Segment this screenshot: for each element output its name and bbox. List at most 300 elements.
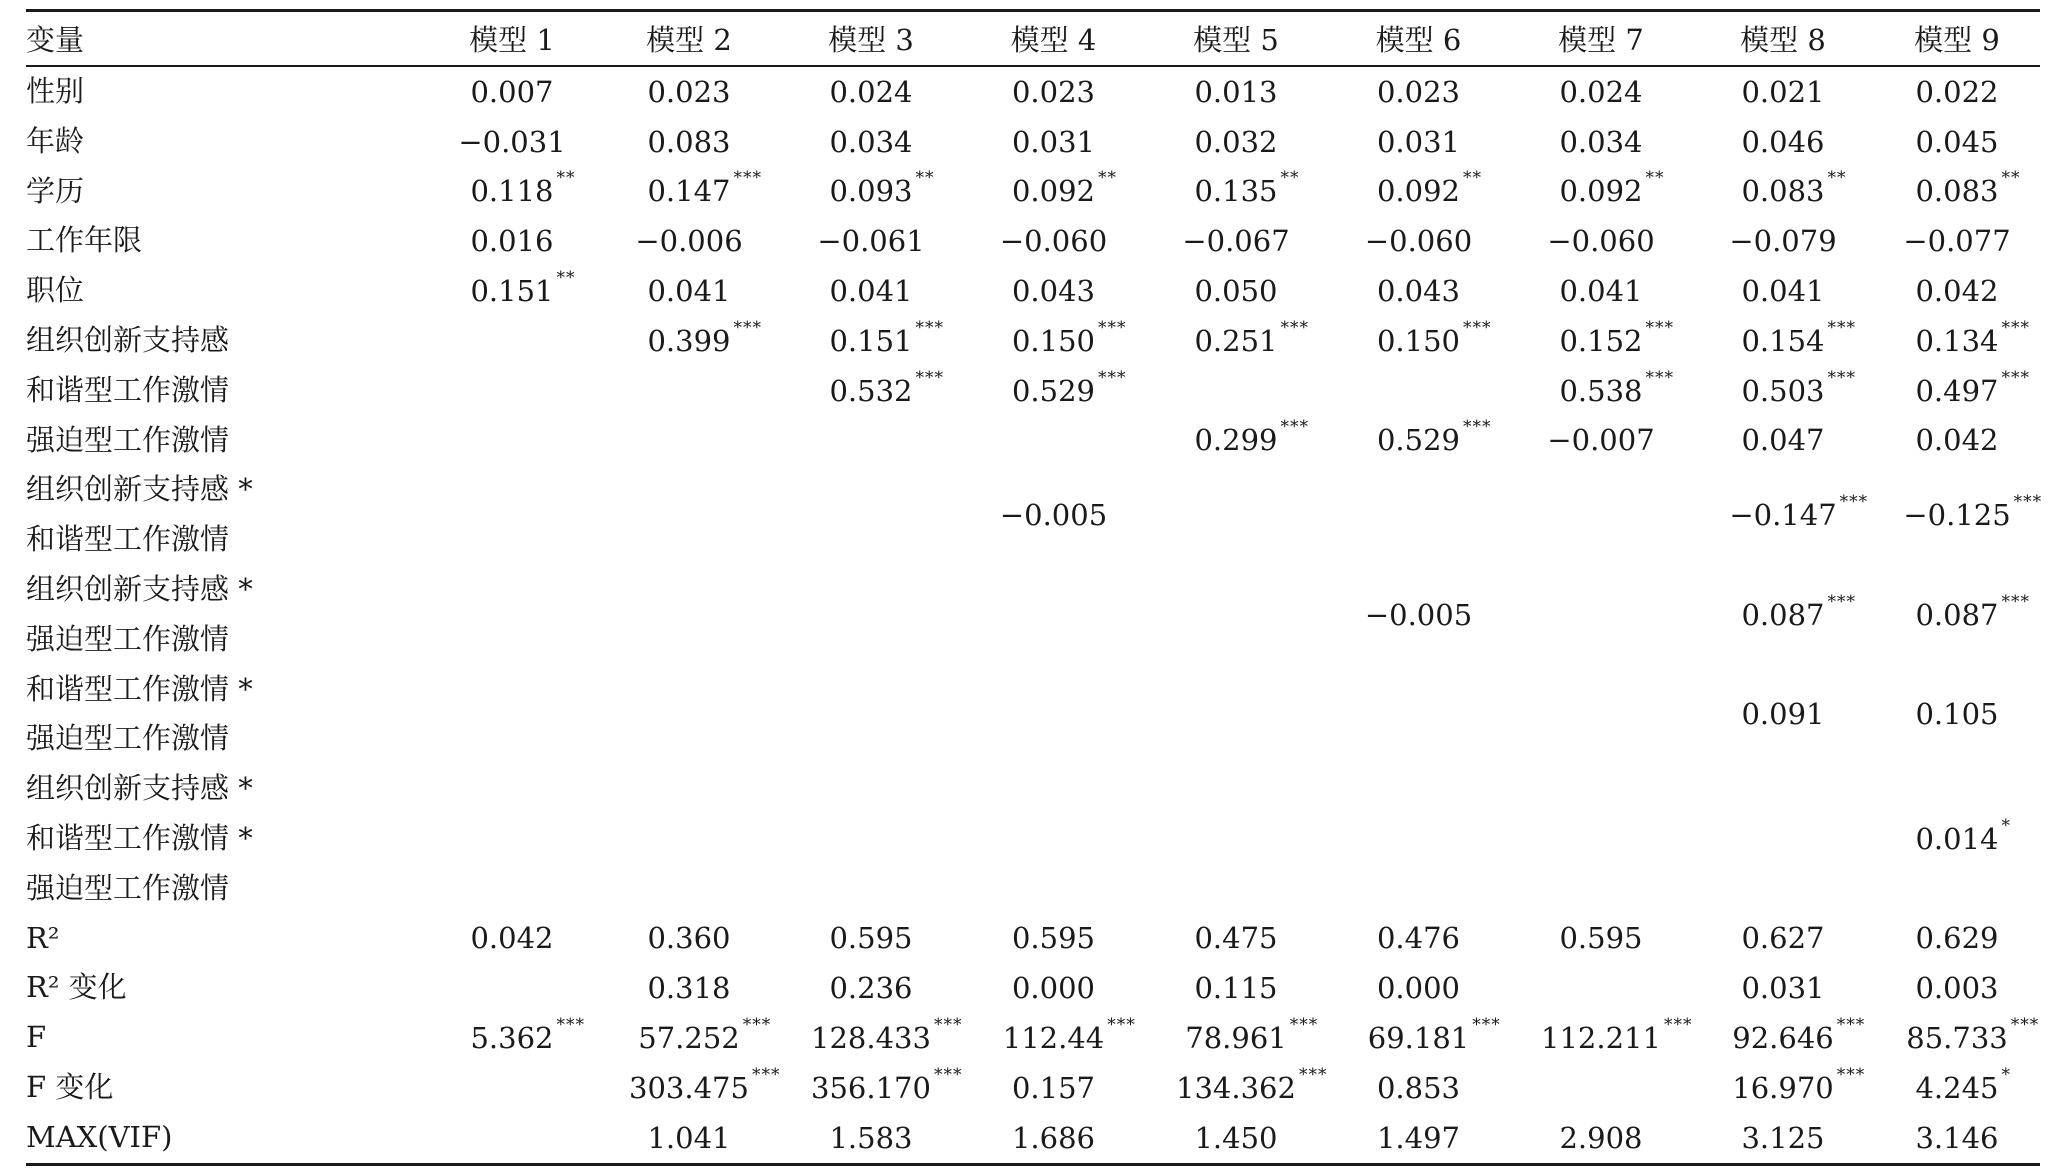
coefficient-value-group [1741, 317, 1857, 358]
coefficient-value: 0.041 [829, 274, 913, 309]
significance-stars: *** [915, 367, 945, 388]
variable-label-line: 组织创新支持感 * [26, 571, 253, 606]
coefficient-cell [1327, 1013, 1510, 1063]
coefficient-value-group [638, 1015, 772, 1056]
model-column-header: 模型 8 [1740, 23, 1826, 57]
significance-stars: *** [1827, 367, 1857, 388]
coefficient-value-group [1559, 274, 1642, 308]
coefficient-value: 0.853 [1376, 1070, 1461, 1105]
coefficient-value-group [458, 125, 565, 159]
coefficient-value-group [829, 274, 912, 308]
coefficient-cell [426, 416, 598, 466]
coefficient-value-group [811, 1064, 963, 1105]
coefficient-cell [598, 665, 780, 765]
coefficient-cell [1145, 565, 1327, 665]
coefficient-value-group [829, 367, 945, 408]
coefficient-cell [598, 1113, 780, 1164]
coefficient-cell [1145, 216, 1327, 266]
coefficient-cell [1510, 1063, 1692, 1113]
coefficient-cell [1692, 963, 1874, 1013]
coefficient-value: 0.147 [647, 174, 731, 209]
coefficient-value: 0.093 [829, 174, 913, 209]
coefficient-value: 0.041 [647, 274, 731, 309]
coefficient-value-group [1376, 417, 1492, 458]
coefficient-value: 0.014 [1915, 821, 1999, 856]
significance-stars: *** [1280, 317, 1310, 338]
coefficient-value-group [647, 317, 763, 358]
model-column-header: 模型 1 [469, 23, 555, 57]
model-column-header: 模型 6 [1375, 23, 1462, 57]
coefficient-cell [962, 1063, 1145, 1113]
table-row [26, 1113, 2040, 1164]
significance-stars: *** [733, 317, 763, 338]
coefficient-cell [598, 565, 780, 665]
coefficient-value-group [1559, 125, 1642, 159]
coefficient-cell [1145, 963, 1327, 1013]
row-variable-label [26, 216, 426, 266]
regression-results-table [26, 9, 2043, 1166]
significance-stars: ** [1827, 168, 1847, 189]
coefficient-value-group [470, 75, 553, 109]
coefficient-cell [1510, 416, 1692, 466]
coefficient-value: 0.091 [1741, 697, 1825, 732]
row-variable-label [26, 764, 426, 913]
coefficient-cell [780, 167, 962, 217]
model-column-header: 模型 4 [1010, 23, 1097, 57]
coefficient-cell [1692, 1013, 1874, 1063]
coefficient-value: −0.005 [999, 498, 1108, 533]
coefficient-value: 0.595 [1559, 921, 1643, 956]
coefficient-cell [962, 914, 1145, 964]
coefficient-cell [1510, 914, 1692, 964]
coefficient-cell [780, 963, 962, 1013]
coefficient-value: −0.007 [1547, 423, 1655, 458]
coefficient-value-group [1915, 921, 1998, 955]
coefficient-value: 0.003 [1915, 971, 1999, 1006]
coefficient-value-group [1729, 224, 1836, 258]
coefficient-cell [426, 465, 598, 565]
coefficient-cell [1510, 316, 1692, 366]
coefficient-value: 16.970 [1732, 1070, 1834, 1105]
coefficient-value: −0.031 [458, 124, 566, 159]
coefficient-value-group [1903, 224, 2010, 258]
coefficient-value-group [811, 1015, 963, 1056]
coefficient-value: 57.252 [638, 1021, 740, 1056]
coefficient-value: 0.118 [470, 174, 554, 209]
coefficient-value: 69.181 [1367, 1021, 1470, 1056]
coefficient-value: 0.236 [829, 971, 913, 1006]
variable-label-line: 学历 [26, 173, 85, 208]
coefficient-value: 0.083 [1741, 174, 1825, 209]
coefficient-cell [962, 266, 1145, 316]
coefficient-value: 112.44 [1002, 1021, 1105, 1056]
coefficient-cell [1874, 665, 2040, 765]
significance-stars: *** [556, 1015, 586, 1036]
model-column-header: 模型 3 [828, 23, 914, 57]
table-row [26, 1063, 2040, 1113]
row-variable-label [26, 266, 426, 316]
significance-stars: *** [2010, 1015, 2040, 1036]
coefficient-cell [780, 1113, 962, 1164]
coefficient-value: 5.362 [470, 1021, 554, 1056]
coefficient-value: 0.476 [1376, 921, 1461, 956]
coefficient-value-group [1915, 971, 1998, 1005]
coefficient-cell [1145, 167, 1327, 217]
coefficient-value: 0.251 [1194, 323, 1278, 358]
coefficient-cell [1874, 117, 2040, 167]
coefficient-value-group [1194, 274, 1277, 308]
coefficient-cell [1327, 1063, 1510, 1113]
coefficient-cell [962, 665, 1145, 765]
coefficient-value-group [647, 168, 763, 209]
coefficient-cell [962, 66, 1145, 117]
coefficient-cell [1145, 316, 1327, 366]
variable-label-line: 和谐型工作激情 * [26, 671, 253, 706]
significance-stars: *** [915, 317, 945, 338]
coefficient-cell [1145, 1013, 1327, 1063]
coefficient-cell [1874, 66, 2040, 117]
coefficient-cell [1510, 963, 1692, 1013]
coefficient-cell [1874, 316, 2040, 366]
significance-stars: ** [1645, 168, 1665, 189]
coefficient-cell [1874, 565, 2040, 665]
coefficient-value: 0.042 [1915, 423, 1999, 458]
coefficient-value: 0.529 [1376, 423, 1461, 458]
coefficient-value-group [1915, 367, 2031, 408]
coefficient-value: 0.360 [647, 921, 731, 956]
coefficient-value-group [1559, 317, 1675, 358]
coefficient-value: 0.399 [647, 323, 731, 358]
coefficient-cell [598, 914, 780, 964]
coefficient-cell [1510, 764, 1692, 913]
coefficient-value-group [829, 168, 935, 209]
coefficient-cell [780, 764, 962, 913]
row-variable-label [26, 914, 426, 964]
coefficient-value-group [470, 224, 553, 258]
coefficient-value: 0.134 [1915, 323, 1999, 358]
variable-label-line: 性别 [26, 74, 85, 108]
coefficient-value-group [1011, 367, 1127, 408]
coefficient-value: 0.092 [1376, 174, 1461, 209]
coefficient-value: 0.034 [1559, 124, 1643, 159]
coefficient-value: 0.047 [1741, 423, 1825, 458]
coefficient-value-group [470, 1015, 586, 1056]
coefficient-cell [598, 416, 780, 466]
row-variable-label [26, 465, 426, 565]
model-column-header: 模型 2 [646, 23, 732, 57]
coefficient-cell [598, 1063, 780, 1113]
table-row [26, 764, 2040, 913]
coefficient-cell [1327, 117, 1510, 167]
coefficient-cell [426, 316, 598, 366]
significance-stars: ** [915, 168, 935, 189]
coefficient-cell [1145, 665, 1327, 765]
coefficient-value-group [1194, 168, 1300, 209]
coefficient-cell [962, 316, 1145, 366]
coefficient-cell [780, 266, 962, 316]
coefficient-value-group [629, 1064, 781, 1105]
coefficient-value: −0.006 [635, 224, 743, 259]
coefficient-value-group [1547, 224, 1654, 258]
coefficient-cell [426, 66, 598, 117]
coefficient-cell [780, 216, 962, 266]
significance-stars: *** [2013, 492, 2043, 513]
coefficient-value-group [1377, 274, 1460, 308]
coefficient-value: 0.043 [1376, 274, 1461, 309]
coefficient-cell [1510, 366, 1692, 416]
variable-label-line: R² 变化 [26, 970, 127, 1005]
significance-stars: *** [751, 1064, 781, 1085]
coefficient-value-group [1732, 1064, 1866, 1105]
coefficient-value: 0.024 [1559, 74, 1643, 109]
coefficient-value: 0.016 [470, 224, 554, 259]
coefficient-cell [1692, 665, 1874, 765]
coefficient-value: 0.031 [1376, 124, 1461, 159]
coefficient-cell [1510, 665, 1692, 765]
table-row [26, 117, 2040, 167]
coefficient-cell [1692, 914, 1874, 964]
coefficient-value-group [1194, 1121, 1277, 1155]
coefficient-cell [780, 366, 962, 416]
coefficient-cell [1874, 963, 2040, 1013]
coefficient-cell [780, 316, 962, 366]
row-variable-label [26, 1113, 426, 1164]
coefficient-cell [426, 565, 598, 665]
coefficient-cell [1510, 1013, 1692, 1063]
coefficient-cell [1145, 366, 1327, 416]
coefficient-cell [1874, 1113, 2040, 1164]
table-row [26, 963, 2040, 1013]
coefficient-cell [962, 764, 1145, 913]
coefficient-value-group [1559, 1121, 1642, 1155]
variable-label-line: 职位 [26, 273, 85, 308]
coefficient-cell [426, 366, 598, 416]
coefficient-value-group [817, 224, 924, 258]
coefficient-cell [962, 167, 1145, 217]
coefficient-value: 0.007 [470, 74, 554, 109]
coefficient-value-group [1376, 317, 1492, 358]
coefficient-value-group [829, 75, 912, 109]
coefficient-value: 0.043 [1011, 274, 1096, 309]
coefficient-value-group [1541, 1015, 1693, 1056]
coefficient-cell [1510, 1113, 1692, 1164]
coefficient-cell [780, 1063, 962, 1113]
coefficient-value-group [647, 1121, 730, 1155]
coefficient-value-group [1903, 492, 2043, 533]
coefficient-value-group [829, 125, 912, 159]
variable-label-line: 工作年限 [26, 223, 143, 258]
coefficient-cell [426, 764, 598, 913]
coefficient-value-group [1194, 75, 1277, 109]
coefficient-value-group [1194, 417, 1310, 458]
coefficient-value-group [1915, 591, 2031, 632]
significance-stars: *** [1298, 1064, 1328, 1085]
coefficient-value-group [1002, 1015, 1136, 1056]
coefficient-cell [780, 1013, 962, 1063]
variable-label-line: F [26, 1020, 47, 1055]
coefficient-cell [1327, 167, 1510, 217]
coefficient-cell [1692, 216, 1874, 266]
coefficient-cell [1145, 1063, 1327, 1113]
coefficient-cell [1692, 565, 1874, 665]
coefficient-value: 0.529 [1011, 373, 1096, 408]
coefficient-cell [962, 216, 1145, 266]
variable-label-line: 和谐型工作激情 [26, 372, 230, 407]
coefficient-cell [1327, 963, 1510, 1013]
variable-label-line: 年龄 [26, 123, 85, 158]
row-variable-label [26, 117, 426, 167]
coefficient-cell [1327, 266, 1510, 316]
significance-stars: *** [1839, 492, 1869, 513]
coefficient-cell [1145, 266, 1327, 316]
coefficient-value-group [1012, 971, 1095, 1005]
coefficient-value: 2.908 [1559, 1120, 1643, 1155]
coefficient-value: 0.115 [1194, 971, 1278, 1006]
coefficient-cell [1327, 914, 1510, 964]
significance-stars: *** [1827, 317, 1857, 338]
table-row [26, 216, 2040, 266]
coefficient-value-group [1741, 1121, 1824, 1155]
row-variable-label [26, 1063, 426, 1113]
significance-stars: *** [1280, 417, 1310, 438]
coefficient-cell [1145, 117, 1327, 167]
coefficient-value: 0.475 [1194, 921, 1278, 956]
variable-label-line: 强迫型工作激情 [26, 870, 230, 905]
coefficient-value: −0.079 [1729, 224, 1837, 259]
significance-stars: *** [742, 1015, 772, 1036]
coefficient-cell [1874, 366, 2040, 416]
coefficient-cell [1327, 1113, 1510, 1164]
coefficient-value-group [1915, 423, 1998, 457]
coefficient-cell [962, 565, 1145, 665]
coefficient-value-group [1012, 1121, 1095, 1155]
coefficient-value: 92.646 [1732, 1021, 1834, 1056]
coefficient-cell [426, 1013, 598, 1063]
coefficient-cell [1692, 1113, 1874, 1164]
coefficient-cell [962, 465, 1145, 565]
coefficient-value: 0.087 [1741, 597, 1825, 632]
significance-stars: *** [2001, 317, 2031, 338]
coefficient-value-group [1376, 168, 1483, 209]
coefficient-value-group [647, 274, 730, 308]
coefficient-value: 1.686 [1011, 1120, 1096, 1155]
coefficient-value: −0.060 [1364, 224, 1473, 259]
significance-stars: *** [1645, 317, 1675, 338]
coefficient-cell [1510, 117, 1692, 167]
coefficient-cell [1692, 1063, 1874, 1113]
coefficient-value: 1.497 [1376, 1120, 1461, 1155]
coefficient-value-group [829, 1121, 912, 1155]
model-column-header: 模型 9 [1914, 23, 2000, 57]
coefficient-value: 0.083 [1915, 174, 1999, 209]
coefficient-value-group [1559, 75, 1642, 109]
coefficient-cell [780, 665, 962, 765]
coefficient-value: 134.362 [1176, 1070, 1296, 1105]
table-row [26, 167, 2040, 217]
coefficient-value-group [829, 317, 945, 358]
coefficient-cell [1692, 66, 1874, 117]
coefficient-value: 0.105 [1915, 697, 1999, 732]
coefficient-value-group [1741, 367, 1857, 408]
coefficient-value-group [470, 168, 576, 209]
significance-stars: *** [1289, 1015, 1319, 1036]
coefficient-value-group [1741, 75, 1824, 109]
coefficient-value-group [1194, 971, 1277, 1005]
coefficient-value-group [1915, 274, 1998, 308]
coefficient-value: −0.147 [1729, 498, 1837, 533]
coefficient-value: 0.021 [1741, 74, 1825, 109]
coefficient-cell [1874, 1013, 2040, 1063]
coefficient-cell [598, 465, 780, 565]
row-variable-label [26, 66, 426, 117]
coefficient-value: 0.503 [1741, 373, 1825, 408]
row-variable-label [26, 416, 426, 466]
coefficient-value: 4.245 [1915, 1070, 1999, 1105]
coefficient-value: 0.031 [1011, 124, 1096, 159]
coefficient-value: 3.125 [1741, 1120, 1825, 1155]
coefficient-value: 0.041 [1559, 274, 1643, 309]
coefficient-value-group [1915, 815, 2012, 856]
variable-label-line: F 变化 [26, 1069, 114, 1104]
coefficient-value-group [1182, 224, 1289, 258]
significance-stars: *** [733, 168, 763, 189]
coefficient-cell [598, 963, 780, 1013]
model-column-header: 模型 7 [1558, 23, 1644, 57]
coefficient-value-group [1741, 423, 1824, 457]
coefficient-value-group [1185, 1015, 1319, 1056]
coefficient-value: 0.042 [470, 921, 554, 956]
coefficient-value-group [1012, 1071, 1095, 1105]
coefficient-value: 0.087 [1915, 597, 1999, 632]
coefficient-cell [426, 1063, 598, 1113]
significance-stars: *** [1463, 417, 1492, 438]
coefficient-value-group [470, 921, 553, 955]
coefficient-value: 0.041 [1741, 274, 1825, 309]
coefficient-value-group [1011, 317, 1127, 358]
coefficient-value: 0.627 [1741, 921, 1825, 956]
coefficient-cell [1692, 764, 1874, 913]
coefficient-cell [1874, 914, 2040, 964]
significance-stars: * [2001, 815, 2012, 836]
coefficient-cell [1874, 1063, 2040, 1113]
coefficient-value: 1.583 [829, 1120, 913, 1155]
coefficient-value-group [1000, 224, 1107, 258]
coefficient-cell [426, 167, 598, 217]
coefficient-value: 0.046 [1741, 124, 1825, 159]
coefficient-value: 0.532 [829, 373, 913, 408]
coefficient-value: 0.083 [647, 124, 731, 159]
coefficient-value: 0.151 [470, 274, 554, 309]
coefficient-value: 128.433 [811, 1021, 931, 1056]
table-body [26, 66, 2043, 1164]
significance-stars: *** [1836, 1064, 1866, 1085]
coefficient-cell [780, 416, 962, 466]
coefficient-value-group [1729, 492, 1869, 533]
table-row [26, 66, 2040, 117]
significance-stars: *** [1472, 1015, 1501, 1036]
coefficient-value: 0.000 [1011, 971, 1096, 1006]
coefficient-value: 0.024 [829, 74, 913, 109]
coefficient-cell [780, 465, 962, 565]
coefficient-value-group [1011, 168, 1118, 209]
variable-label-line: 组织创新支持感 * [26, 472, 253, 507]
coefficient-value-group [1377, 125, 1460, 159]
coefficient-value-group [1915, 697, 1998, 731]
coefficient-cell [1692, 167, 1874, 217]
coefficient-cell [1145, 914, 1327, 964]
significance-stars: *** [1098, 317, 1127, 338]
coefficient-value: 0.023 [1011, 74, 1096, 109]
